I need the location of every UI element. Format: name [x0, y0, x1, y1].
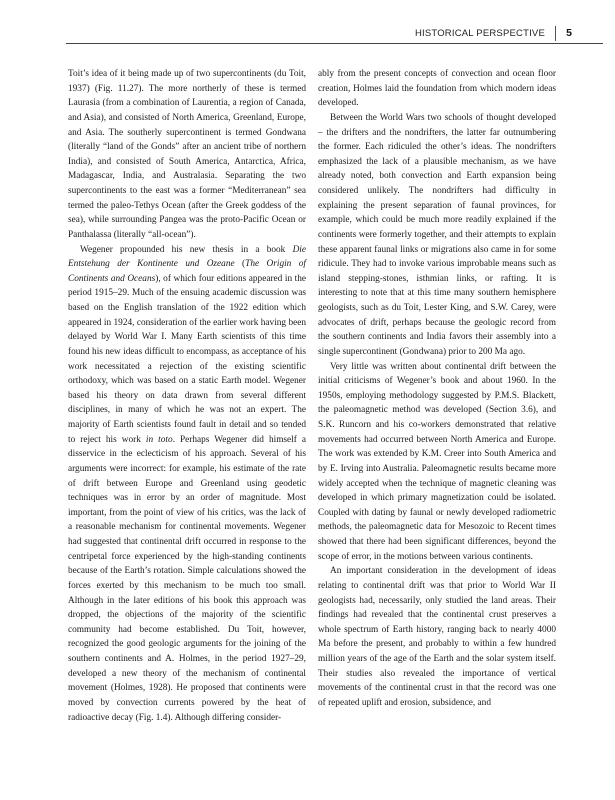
italic-text: The Origin of Continents and Oceans: [68, 259, 307, 284]
paragraph-text: ably from the present concepts of convection and ocean floor creation, Holmes laid the foundation from which modern ideas developed.: [318, 69, 556, 109]
paragraph: [68, 243, 306, 726]
running-head: [0, 26, 615, 46]
paragraph-text: Between the World Wars two schools of thought developed – the drifters and the nondrifters, the latter far outnumbering the former. Each ridiculed the other’s ideas. The nondrifters emphasized the lack of a plausible mechanism, as we have already noted, both convection and Earth expansion being considered unlikely. The nondrifters had difficulty in explaining the present separation of faunal provinces, for example, which could be much more readily explained if the continents were formerly together, and their attempts to explain these apparent faunal links or migrations also came in for some ridicule. They had to invoke various improbable means such as island stepping-stones, isthmian links, or rafting. It is interesting to note that at this time many southern hemisphere geologists, such as du Toit, Lester King, and S.W. Carey, were advocates of drift, perhaps because the geologic record from the southern continents and India favors their assembly into a single supercontinent (Gondwana) prior to 200 Ma ago.: [318, 112, 556, 357]
paragraph-text: Very little was written about continental drift between the initial criticisms of Wegener’s book and about 1960. In the 1950s, employing methodology suggested by P.M.S. Blackett, the paleomagnetic method was developed (Section 3.6), and S.K. Runcorn and his co-workers demonstrated that relative movements had occurred between North America and Europe. The work was extended by K.M. Creer into South America and by E. Irving into Australia. Paleomagnetic results became more widely accepted when the technique of magnetic cleaning was developed in which primary magnetization could be isolated. Coupled with dating by faunal or newly developed radiometric methods, the paleomagnetic data for Mesozoic to Recent times showed that there had been significant differences, beyond the scope of error, in the motions between various continents.: [318, 361, 556, 562]
italic-text: in toto: [145, 434, 173, 445]
paragraph: [68, 67, 306, 243]
left-column: [68, 67, 306, 725]
section-title: HISTORICAL PERSPECTIVE: [414, 28, 545, 39]
header-rule: [66, 43, 603, 44]
paragraph: [318, 111, 556, 360]
paragraph-text: Wegener propounded his new thesis in a book: [80, 244, 293, 255]
paragraph-text: Toit’s idea of it being made up of two supercontinents (du Toit, 1937) (Fig. 11.27). The more northerly of these is termed Laurasia (from a combination of Laurentia, a region of Canada, and Asia), and consisted of North America, Greenland, Europe, and Asia. The southerly supercontinent is termed Gondwana (literally “land of the Gonds” after an ancient tribe of northern India), and consisted of South America, Antarctica, Africa, Madagascar, India, and Australasia. Separating the two supercontinents to the east was a former “Mediterranean” sea termed the paleo-Tethys Ocean (after the Greek goddess of the sea), while surrounding Pangea was the proto-Pacific Ocean or Panthalassa (literally “all-ocean”).: [68, 69, 306, 240]
paragraph: [318, 67, 556, 111]
paragraph-text: . Perhaps Wegener did himself a disservice in the eclecticism of his approach. Several of his arguments were incorrect: for example, his estimate of the rate of drift between Europe and Greenland using geodetic techniques was in error by an order of magnitude. Most important, from the point of view of his critics, was the lack of a reasonable mechanism for continental movements. Wegener had suggested that continental drift occurred in response to the centripetal force experienced by the high-standing continents because of the Earth’s rotation. Simple calculations showed the forces exerted by this mechanism to be much too small. Although in the later editions of his book this approach was dropped, the objections of the majority of the scientific community had become established. Du Toit, however, recognized the good geologic arguments for the joining of the southern continents and A. Holmes, in the period 1927–29, developed a new theory of the mechanism of continental movement (Holmes, 1928). He proposed that continents were moved by convection currents powered by the heat of radioactive decay (Fig. 1.4). Although differing consider-: [68, 434, 306, 723]
paragraph-text: An important consideration in the development of ideas relating to continental drift was that prior to World War II geologists had, necessarily, only studied the land areas. Their findings had revealed that the continental crust preserves a whole spectrum of Earth history, ranging back to nearly 4000 Ma before the present, and probably to within a few hundred million years of the age of the Earth and the solar system itself. Their studies also revealed the importance of vertical movements of the continental crust in that the record was one of repeated uplift and erosion, subsidence, and: [318, 566, 556, 708]
paragraph-text: ), of which four editions appeared in the period 1915–29. Much of the ensuing academic discussion was based on the English translation of the 1922 edition which appeared in 1924, consideration of the earlier work having been delayed by World War I. Many Earth scientists of this time found his new ideas difficult to encompass, as acceptance of his work necessitated a rejection of the existing scientific orthodoxy, which was based on a static Earth model. Wegener based his theory on data drawn from several different disciplines, in many of which he was not an expert. The majority of Earth scientists found fault in detail and so tended to reject his work: [68, 273, 307, 445]
paragraph: [318, 360, 556, 565]
italic-text: Die Entstehung der Kontinente und Ozeane: [68, 244, 306, 270]
paragraph-text: (: [234, 259, 246, 270]
right-column: [318, 67, 556, 711]
page-number: 5: [566, 27, 572, 39]
header-separator: [555, 26, 556, 41]
paragraph: [318, 564, 556, 710]
